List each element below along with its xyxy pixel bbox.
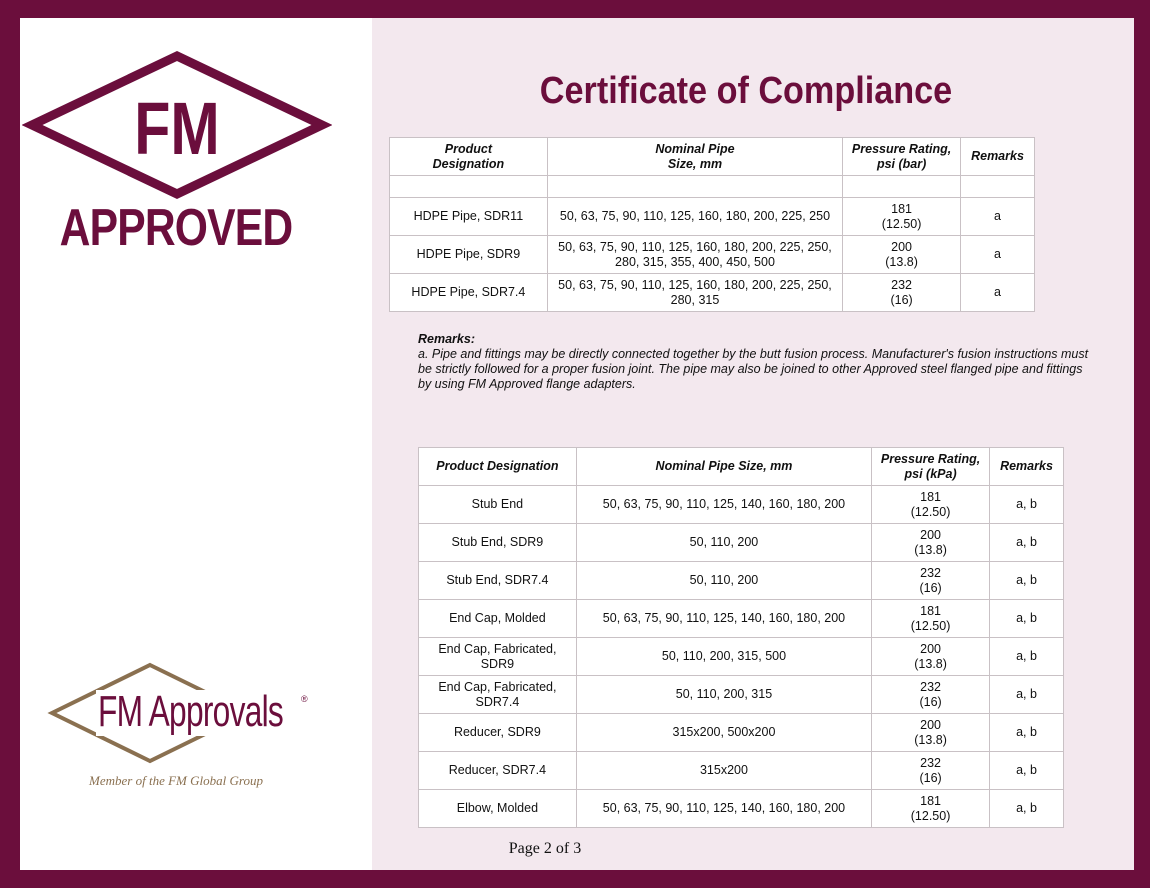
cell-designation (419, 752, 577, 790)
cell-line: 200 (920, 527, 941, 542)
cell-size (547, 198, 842, 236)
cell-line: End Cap, Fabricated, (438, 641, 557, 656)
cell-size (576, 638, 871, 676)
cell-designation (419, 676, 577, 714)
cell-line: (12.50) (910, 504, 951, 519)
cell-pressure (843, 274, 961, 312)
header-remarks (961, 138, 1035, 176)
table-header-row (419, 448, 1064, 486)
cell-line: (16) (919, 694, 942, 709)
cell-line: (16) (890, 292, 913, 307)
cell-line: (12.50) (910, 618, 951, 633)
cell-line: 280, 315, 355, 400, 450, 500 (615, 254, 775, 269)
cell-size (576, 562, 871, 600)
cell-pressure (872, 752, 990, 790)
cell-pressure (872, 790, 990, 828)
cell-pressure (872, 714, 990, 752)
cell-pressure (872, 676, 990, 714)
cell-line: 280, 315 (670, 292, 720, 307)
cell-size (576, 524, 871, 562)
cell-pressure (872, 524, 990, 562)
pipe-table (389, 137, 1035, 312)
header-remarks (990, 448, 1064, 486)
cell-remarks (961, 274, 1035, 312)
cell-size (576, 676, 871, 714)
cell-pressure (843, 236, 961, 274)
cell-line: 200 (891, 239, 913, 254)
remarks-text: a. Pipe and fittings may be directly connected together by the butt fusion process. Manufacturer's fusion instructions must be strictly followed for a proper fusion joint. The pipe may also be joined to other Approved steel flanged pipe and fittings by using FM Approved flange adapters. (418, 347, 1089, 391)
cell-pressure (872, 562, 990, 600)
cell-line: (13.8) (914, 656, 947, 671)
cell-line: 50, 63, 75, 90, 110, 125, 140, 160, 180, 200 (602, 497, 846, 511)
table-row (419, 790, 1064, 828)
cell-line: 181 (891, 201, 913, 216)
table-spacer-row (390, 176, 1035, 198)
cell-remarks (990, 638, 1064, 676)
table-row (419, 562, 1064, 600)
cell-line: Product (444, 141, 493, 156)
cell-line: 315x200 (699, 763, 748, 777)
cell-line: a, b (1016, 535, 1037, 549)
cell-line: a, b (1016, 801, 1037, 815)
cell-designation (419, 638, 577, 676)
cell-line: (16) (919, 770, 942, 785)
cell-line: (12.50) (881, 216, 922, 231)
cell-designation (419, 714, 577, 752)
table-header-row (390, 138, 1035, 176)
cell-line: 232 (891, 277, 913, 292)
cell-line: 50, 63, 75, 90, 110, 125, 140, 160, 180, 200 (602, 611, 846, 625)
cell-remarks (990, 524, 1064, 562)
table-row (419, 752, 1064, 790)
cell-line: Size, mm (667, 156, 723, 171)
cell-line: 50, 63, 75, 90, 110, 125, 160, 180, 200, 225, 250, (558, 239, 832, 254)
cell-size (547, 274, 842, 312)
cell-line: Pressure Rating, (880, 451, 981, 466)
cell-line: 50, 110, 200 (689, 535, 759, 549)
cell-line: SDR7.4 (475, 694, 520, 709)
cell-line: a, b (1016, 573, 1037, 587)
cell-size (576, 600, 871, 638)
cell-designation (419, 562, 577, 600)
table-row (419, 676, 1064, 714)
cell-remarks (990, 676, 1064, 714)
cell-size (547, 236, 842, 274)
table-row (390, 198, 1035, 236)
cell-line: 315x200, 500x200 (672, 725, 776, 739)
cell-line: (13.8) (885, 254, 918, 269)
header-pressure (843, 138, 961, 176)
header-pressure (872, 448, 990, 486)
cell-designation (419, 486, 577, 524)
cell-pressure (872, 638, 990, 676)
cell-line: End Cap, Molded (449, 611, 546, 625)
cell-line: Remarks (971, 149, 1024, 163)
cell-line: Stub End, SDR7.4 (446, 573, 549, 587)
cell-line: SDR9 (480, 656, 515, 671)
cell-pressure (843, 198, 961, 236)
cell-line: 50, 63, 75, 90, 110, 125, 160, 180, 200, 225, 250 (559, 209, 831, 223)
cell-remarks (990, 600, 1064, 638)
cell-line: (16) (919, 580, 942, 595)
cell-line: 50, 63, 75, 90, 110, 125, 160, 180, 200, 225, 250, (558, 277, 832, 292)
header-size (576, 448, 871, 486)
cell-line: a (994, 285, 1001, 299)
remarks-title: Remarks: (418, 332, 475, 346)
page-title: Certificate of Compliance (539, 70, 953, 112)
cell-line: HDPE Pipe, SDR11 (413, 209, 524, 223)
table-row (419, 714, 1064, 752)
cell-line: Designation (432, 156, 505, 171)
cell-size (576, 752, 871, 790)
cell-line: 200 (920, 717, 941, 732)
cell-remarks (990, 486, 1064, 524)
cell-size (576, 714, 871, 752)
table-row (390, 236, 1035, 274)
table-row (419, 486, 1064, 524)
cell-line: 50, 110, 200, 315, 500 (661, 649, 787, 663)
cell-line: 200 (920, 641, 941, 656)
header-size (547, 138, 842, 176)
table-row (390, 274, 1035, 312)
cell-designation (419, 524, 577, 562)
table-row (419, 638, 1064, 676)
cell-line: Pressure Rating, (851, 141, 952, 156)
cell-line: (13.8) (914, 542, 947, 557)
cell-designation (390, 198, 548, 236)
cell-designation (390, 236, 548, 274)
cell-line: HDPE Pipe, SDR7.4 (411, 285, 526, 299)
cell-line: (13.8) (914, 732, 947, 747)
registered-mark: ® (301, 694, 308, 704)
cell-line: Elbow, Molded (456, 801, 539, 815)
cell-pressure (872, 600, 990, 638)
cell-remarks (990, 790, 1064, 828)
cell-line: Stub End (471, 497, 524, 511)
cell-remarks (961, 236, 1035, 274)
cell-line: Reducer, SDR7.4 (448, 763, 547, 777)
cell-pressure (872, 486, 990, 524)
cell-line: Nominal Pipe Size, mm (655, 459, 793, 473)
cell-remarks (990, 562, 1064, 600)
cell-designation (419, 600, 577, 638)
fm-logo-letters: FM (134, 87, 220, 170)
cell-line: a, b (1016, 763, 1037, 777)
cell-remarks (961, 198, 1035, 236)
cell-line: 232 (920, 565, 941, 580)
cell-size (576, 486, 871, 524)
cell-line: a, b (1016, 687, 1037, 701)
page-number: Page 2 of 3 (508, 840, 582, 857)
cell-line: a, b (1016, 497, 1037, 511)
cell-line: Nominal Pipe (655, 141, 735, 156)
cell-line: psi (kPa) (904, 466, 957, 481)
cell-line: Product Designation (436, 459, 559, 473)
approved-label: APPROVED (59, 199, 293, 257)
cell-line: Remarks (1000, 459, 1053, 473)
cell-line: (12.50) (910, 808, 951, 823)
cell-line: 181 (920, 489, 941, 504)
cell-line: a, b (1016, 649, 1037, 663)
cell-line: 232 (920, 755, 941, 770)
remarks-section (418, 332, 1098, 392)
cell-line: Stub End, SDR9 (451, 535, 544, 549)
header-designation (390, 138, 548, 176)
cell-line: Reducer, SDR9 (453, 725, 541, 739)
cell-line: 181 (920, 603, 941, 618)
table-row (419, 524, 1064, 562)
cell-line: a (994, 247, 1001, 261)
cell-line: HDPE Pipe, SDR9 (416, 247, 521, 261)
cell-line: 181 (920, 793, 941, 808)
cell-remarks (990, 714, 1064, 752)
cell-line: a (994, 209, 1001, 223)
cell-designation (390, 274, 548, 312)
fm-approvals-wordmark: FM Approvals (98, 687, 284, 736)
cell-remarks (990, 752, 1064, 790)
header-designation (419, 448, 577, 486)
cell-line: 232 (920, 679, 941, 694)
cell-line: End Cap, Fabricated, (438, 679, 557, 694)
cell-line: a, b (1016, 611, 1037, 625)
cell-line: psi (bar) (876, 156, 927, 171)
table-row (419, 600, 1064, 638)
cell-line: 50, 63, 75, 90, 110, 125, 140, 160, 180, 200 (602, 801, 846, 815)
cell-designation (419, 790, 577, 828)
cell-line: 50, 110, 200, 315 (675, 687, 773, 701)
cell-line: 50, 110, 200 (689, 573, 759, 587)
fm-approvals-tagline: Member of the FM Global Group (89, 773, 263, 788)
fittings-table (418, 447, 1064, 828)
cell-size (576, 790, 871, 828)
cell-line: a, b (1016, 725, 1037, 739)
